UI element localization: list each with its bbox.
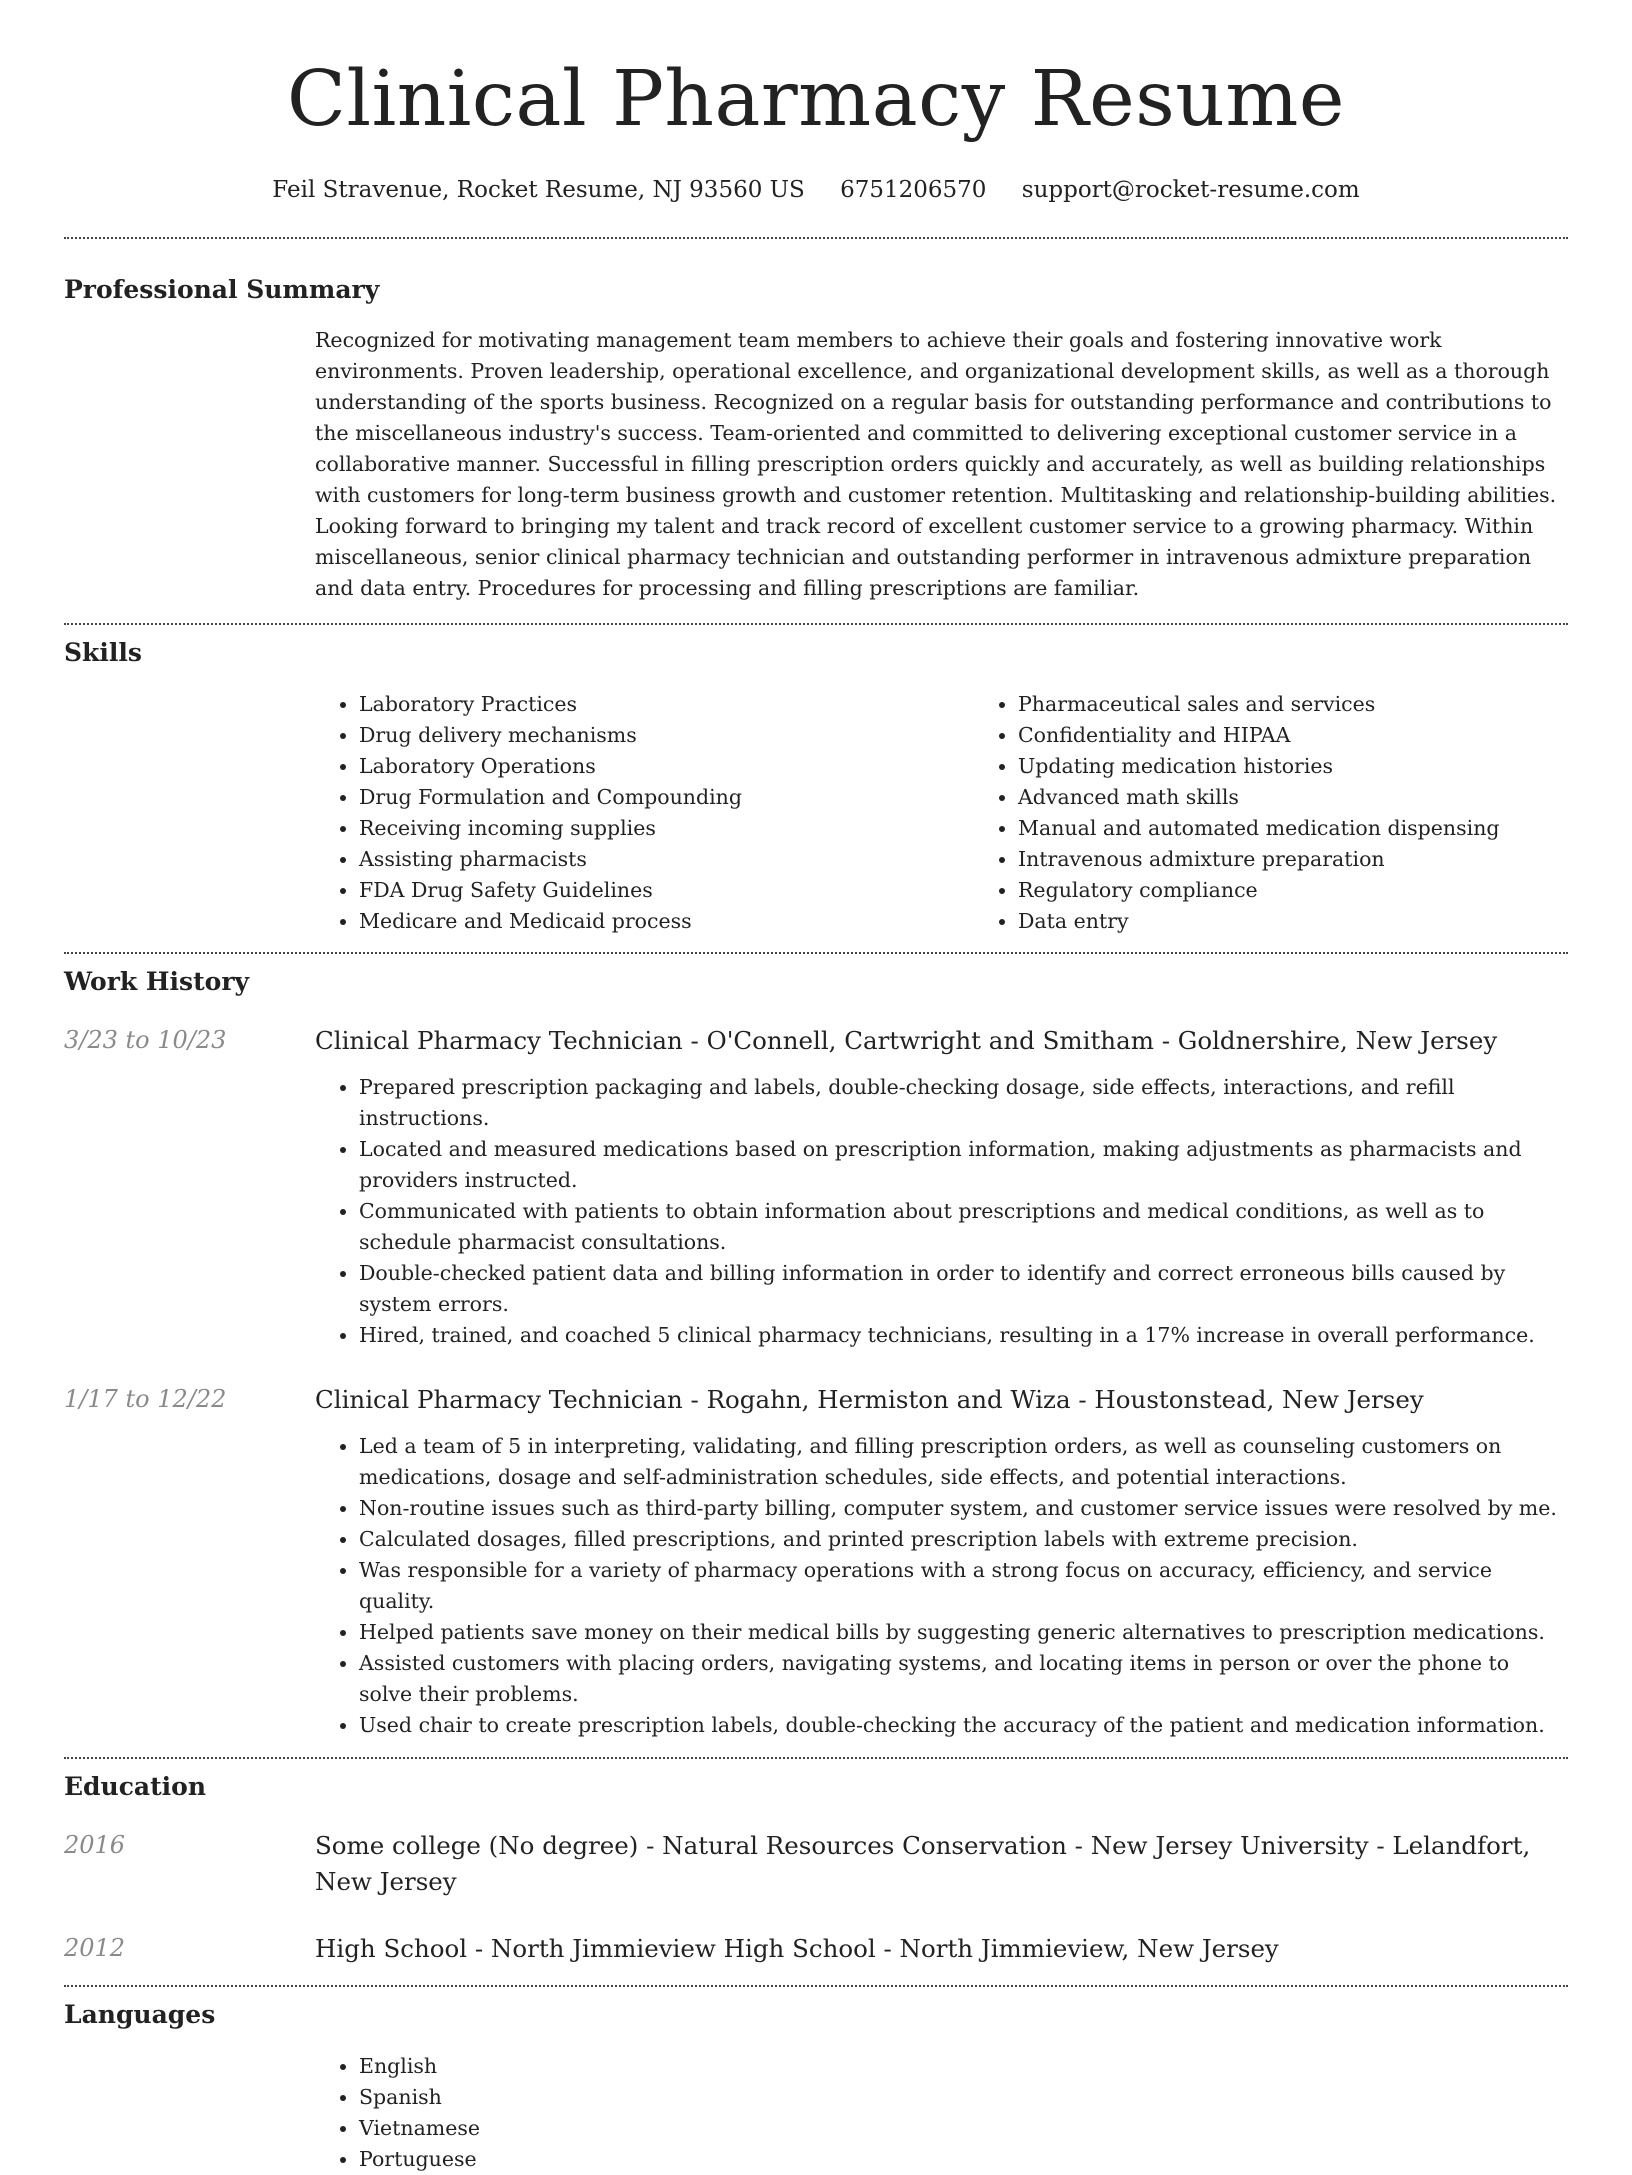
skill-item: • Updating medication histories	[1018, 751, 1632, 782]
summary-row	[64, 325, 1568, 604]
job-bullet: • Non-routine issues such as third-party billing, computer system, and customer service issues were resolved by me.	[359, 1493, 1568, 1524]
job-bullet: • Was responsible for a variety of pharmacy operations with a strong focus on accuracy, efficiency, and service quality.	[359, 1555, 1568, 1617]
summary-section	[0, 239, 1632, 604]
contact-line	[0, 174, 1632, 206]
job-dates: 1/17 to 12/22	[64, 1385, 227, 1413]
job-entry	[64, 1382, 1568, 1741]
language-item: • English	[359, 2051, 1568, 2082]
job-dates: 3/23 to 10/23	[64, 1026, 227, 1054]
education-heading: High School - North Jimmieview High School - North Jimmieview, New Jersey	[315, 1934, 1279, 1963]
skill-item: • Receiving incoming supplies	[359, 813, 974, 844]
job-heading: Clinical Pharmacy Technician - Rogahn, Hermiston and Wiza - Houstonstead, New Jersey	[315, 1385, 1424, 1414]
skill-item: • Intravenous admixture preparation	[1018, 844, 1632, 875]
education-entry	[64, 1828, 1568, 1900]
languages-section	[0, 1987, 1632, 2175]
languages-list-wrap	[315, 2051, 1568, 2175]
education-entry	[64, 1931, 1568, 1967]
language-item: • Vietnamese	[359, 2113, 1568, 2144]
job-bullet: • Communicated with patients to obtain information about prescriptions and medical conditions, as well as to schedule pharmacist consultations.	[359, 1196, 1568, 1258]
contact-email: support@rocket-resume.com	[1021, 177, 1360, 203]
section-title-skills: Skills	[64, 638, 142, 667]
section-title-summary: Professional Summary	[64, 275, 380, 304]
job-details	[315, 1023, 1568, 1351]
language-item: • Spanish	[359, 2082, 1568, 2113]
skill-item: • Manual and automated medication dispensing	[1018, 813, 1632, 844]
job-bullet: • Double-checked patient data and billing information in order to identify and correct erroneous bills caused by system errors.	[359, 1258, 1568, 1320]
job-bullets	[315, 1431, 1568, 1741]
job-bullet: • Prepared prescription packaging and labels, double-checking dosage, side effects, interactions, and refill instructions.	[359, 1072, 1568, 1134]
job-bullet: • Hired, trained, and coached 5 clinical pharmacy technicians, resulting in a 17% increase in overall performance.	[359, 1320, 1568, 1351]
work-section	[0, 954, 1632, 1741]
skill-item: • Pharmaceutical sales and services	[1018, 689, 1632, 720]
job-bullet: • Used chair to create prescription labels, double-checking the accuracy of the patient and medication information.	[359, 1710, 1568, 1741]
skills-row	[64, 689, 1568, 937]
job-entry	[64, 1023, 1568, 1351]
contact-address: Feil Stravenue, Rocket Resume, NJ 93560 US	[272, 177, 805, 203]
languages-row	[64, 2051, 1568, 2175]
language-item: • Portuguese	[359, 2144, 1568, 2175]
skill-item: • Data entry	[1018, 906, 1632, 937]
education-year: 2012	[64, 1934, 126, 1962]
skill-item: • Laboratory Practices	[359, 689, 974, 720]
job-bullet: • Calculated dosages, filled prescriptions, and printed prescription labels with extreme precision.	[359, 1524, 1568, 1555]
resume-name: Clinical Pharmacy Resume	[287, 55, 1345, 144]
education-year: 2016	[64, 1831, 126, 1859]
languages-spacer	[64, 2051, 315, 2175]
job-heading: Clinical Pharmacy Technician - O'Connell, Cartwright and Smitham - Goldnershire, New Jersey	[315, 1026, 1498, 1055]
job-bullet: • Helped patients save money on their medical bills by suggesting generic alternatives to prescription medications.	[359, 1617, 1568, 1648]
skills-section	[0, 625, 1632, 937]
skill-item: • Drug Formulation and Compounding	[359, 782, 974, 813]
skill-item: • FDA Drug Safety Guidelines	[359, 875, 974, 906]
skills-list-left	[315, 689, 974, 937]
contact-phone: 6751206570	[840, 177, 987, 203]
job-bullet: • Led a team of 5 in interpreting, validating, and filling prescription orders, as well as counseling customers on medications, dosage and self-administration schedules, side effects, and potential interactions.	[359, 1431, 1568, 1493]
summary-text: Recognized for motivating management team members to achieve their goals and fostering innovative work environments. Proven leadership, operational excellence, and organizational development skills, as well as a thorough understanding of the sports business. Recognized on a regular basis for outstanding performance and contributions to the miscellaneous industry's success. Team-oriented and committed to delivering exceptional customer service in a collaborative manner. Successful in filling prescription orders quickly and accurately, as well as building relationships with customers for long-term business growth and customer retention. Multitasking and relationship-building abilities. Looking forward to bringing my talent and track record of excellent customer service to a growing pharmacy. Within miscellaneous, senior clinical pharmacy technician and outstanding performer in intravenous admixture preparation and data entry. Procedures for processing and filling prescriptions are familiar.	[315, 328, 1557, 600]
education-heading: Some college (No degree) - Natural Resources Conservation - New Jersey University - Lelandfort, New Jersey	[315, 1831, 1531, 1896]
skill-item: • Regulatory compliance	[1018, 875, 1632, 906]
skills-columns	[315, 689, 1632, 937]
skill-item: • Assisting pharmacists	[359, 844, 974, 875]
job-details	[315, 1382, 1568, 1741]
skill-item: • Advanced math skills	[1018, 782, 1632, 813]
summary-spacer	[64, 325, 315, 604]
job-bullet: • Located and measured medications based on prescription information, making adjustments as pharmacists and providers instructed.	[359, 1134, 1568, 1196]
section-title-education: Education	[64, 1772, 207, 1801]
skill-item: • Drug delivery mechanisms	[359, 720, 974, 751]
languages-list	[315, 2051, 1568, 2175]
skill-item: • Confidentiality and HIPAA	[1018, 720, 1632, 751]
job-bullet: • Assisted customers with placing orders, navigating systems, and locating items in person or over the phone to solve their problems.	[359, 1648, 1568, 1710]
skill-item: • Medicare and Medicaid process	[359, 906, 974, 937]
skills-list-right	[974, 689, 1632, 937]
skill-item: • Laboratory Operations	[359, 751, 974, 782]
section-title-languages: Languages	[64, 2000, 216, 2029]
job-bullets	[315, 1072, 1568, 1351]
skills-spacer	[64, 689, 315, 937]
education-section	[0, 1759, 1632, 1967]
section-title-work: Work History	[64, 967, 250, 996]
